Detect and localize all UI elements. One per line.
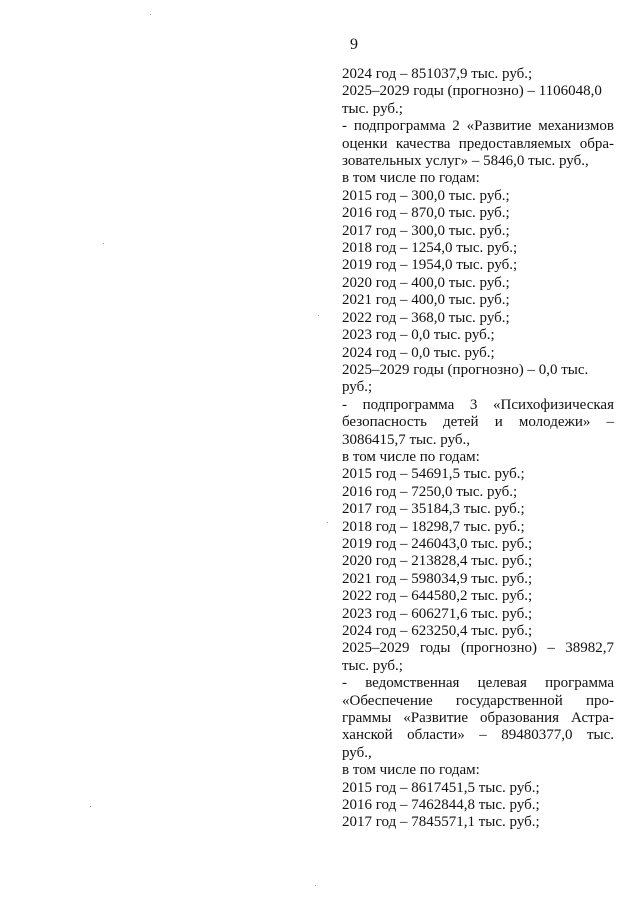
text-line: в том числе по годам: <box>342 762 480 779</box>
text-line: зовательных услуг» – 5846,0 тыс. руб., <box>342 153 589 170</box>
text-line: 2015 год – 300,0 тыс. руб.; <box>342 187 510 204</box>
text-column <box>342 66 614 832</box>
scan-speck <box>327 522 328 523</box>
text-line: 2020 год – 213828,4 тыс. руб.; <box>342 553 533 570</box>
text-line: 2022 год – 644580,2 тыс. руб.; <box>342 588 533 605</box>
text-line: 2025–2029 годы (прогнозно) – 1106048,0 <box>342 83 602 100</box>
text-line: 2024 год – 623250,4 тыс. руб.; <box>342 623 533 639</box>
text-line: 2019 год – 246043,0 тыс. руб.; <box>342 535 533 552</box>
scan-speck <box>103 243 104 244</box>
text-line: 2017 год – 7845571,1 тыс. руб.; <box>342 814 540 831</box>
scan-speck <box>315 885 316 886</box>
text-line: в том числе по годам: <box>342 448 480 465</box>
text-line: тыс. руб.; <box>342 100 403 117</box>
text-line: 2015 год – 54691,5 тыс. руб.; <box>342 466 525 483</box>
text-line: руб., <box>342 744 372 761</box>
text-line: 2017 год – 300,0 тыс. руб.; <box>342 222 510 239</box>
text-line: 2021 год – 400,0 тыс. руб.; <box>342 292 510 309</box>
text-line: 2025–2029 годы (прогнозно) – 0,0 тыс. <box>342 361 589 378</box>
text-line: 2018 год – 1254,0 тыс. руб.; <box>342 240 518 257</box>
text-line: 2023 год – 606271,6 тыс. руб.; <box>342 605 533 622</box>
text-line: в том числе по годам: <box>342 170 480 187</box>
text-line: «Обеспечение государственной про- <box>342 692 614 709</box>
text-line: - подпрограмма 2 «Развитие механизмов <box>342 118 614 135</box>
text-line: 2020 год – 400,0 тыс. руб.; <box>342 274 510 291</box>
text-line: безопасность детей и молодежи» – <box>342 414 614 431</box>
text-line: 2016 год – 7250,0 тыс. руб.; <box>342 483 518 500</box>
text-line: - подпрограмма 3 «Психофизическая <box>342 396 614 413</box>
text-line: 2016 год – 7462844,8 тыс. руб.; <box>342 797 540 814</box>
scan-speck <box>318 315 319 316</box>
text-line: 2025–2029 годы (прогнозно) – 38982,7 <box>342 640 614 657</box>
text-line: оценки качества предоставляемых обра- <box>342 135 614 152</box>
text-line: ханской области» – 89480377,0 тыс. <box>342 727 614 744</box>
text-line: 2017 год – 35184,3 тыс. руб.; <box>342 501 525 518</box>
scan-speck <box>150 14 151 15</box>
text-line: 2018 год – 18298,7 тыс. руб.; <box>342 518 525 535</box>
text-line: 2019 год – 1954,0 тыс. руб.; <box>342 257 518 274</box>
scan-speck <box>90 806 91 807</box>
text-line: тыс. руб.; <box>342 657 403 674</box>
page-number: 9 <box>350 36 358 53</box>
text-line: 2023 год – 0,0 тыс. руб.; <box>342 327 495 344</box>
text-line: 2021 год – 598034,9 тыс. руб.; <box>342 570 533 587</box>
text-line: 3086415,7 тыс. руб., <box>342 431 471 448</box>
text-line: 2022 год – 368,0 тыс. руб.; <box>342 309 510 326</box>
text-line: граммы «Развитие образования Астра- <box>342 710 614 727</box>
text-line: - ведомственная целевая программа <box>342 675 614 692</box>
text-line: 2015 год – 8617451,5 тыс. руб.; <box>342 779 540 796</box>
text-line: руб.; <box>342 379 373 396</box>
text-line: 2024 год – 851037,9 тыс. руб.; <box>342 66 533 82</box>
text-line: 2016 год – 870,0 тыс. руб.; <box>342 205 510 222</box>
text-line: 2024 год – 0,0 тыс. руб.; <box>342 344 495 361</box>
